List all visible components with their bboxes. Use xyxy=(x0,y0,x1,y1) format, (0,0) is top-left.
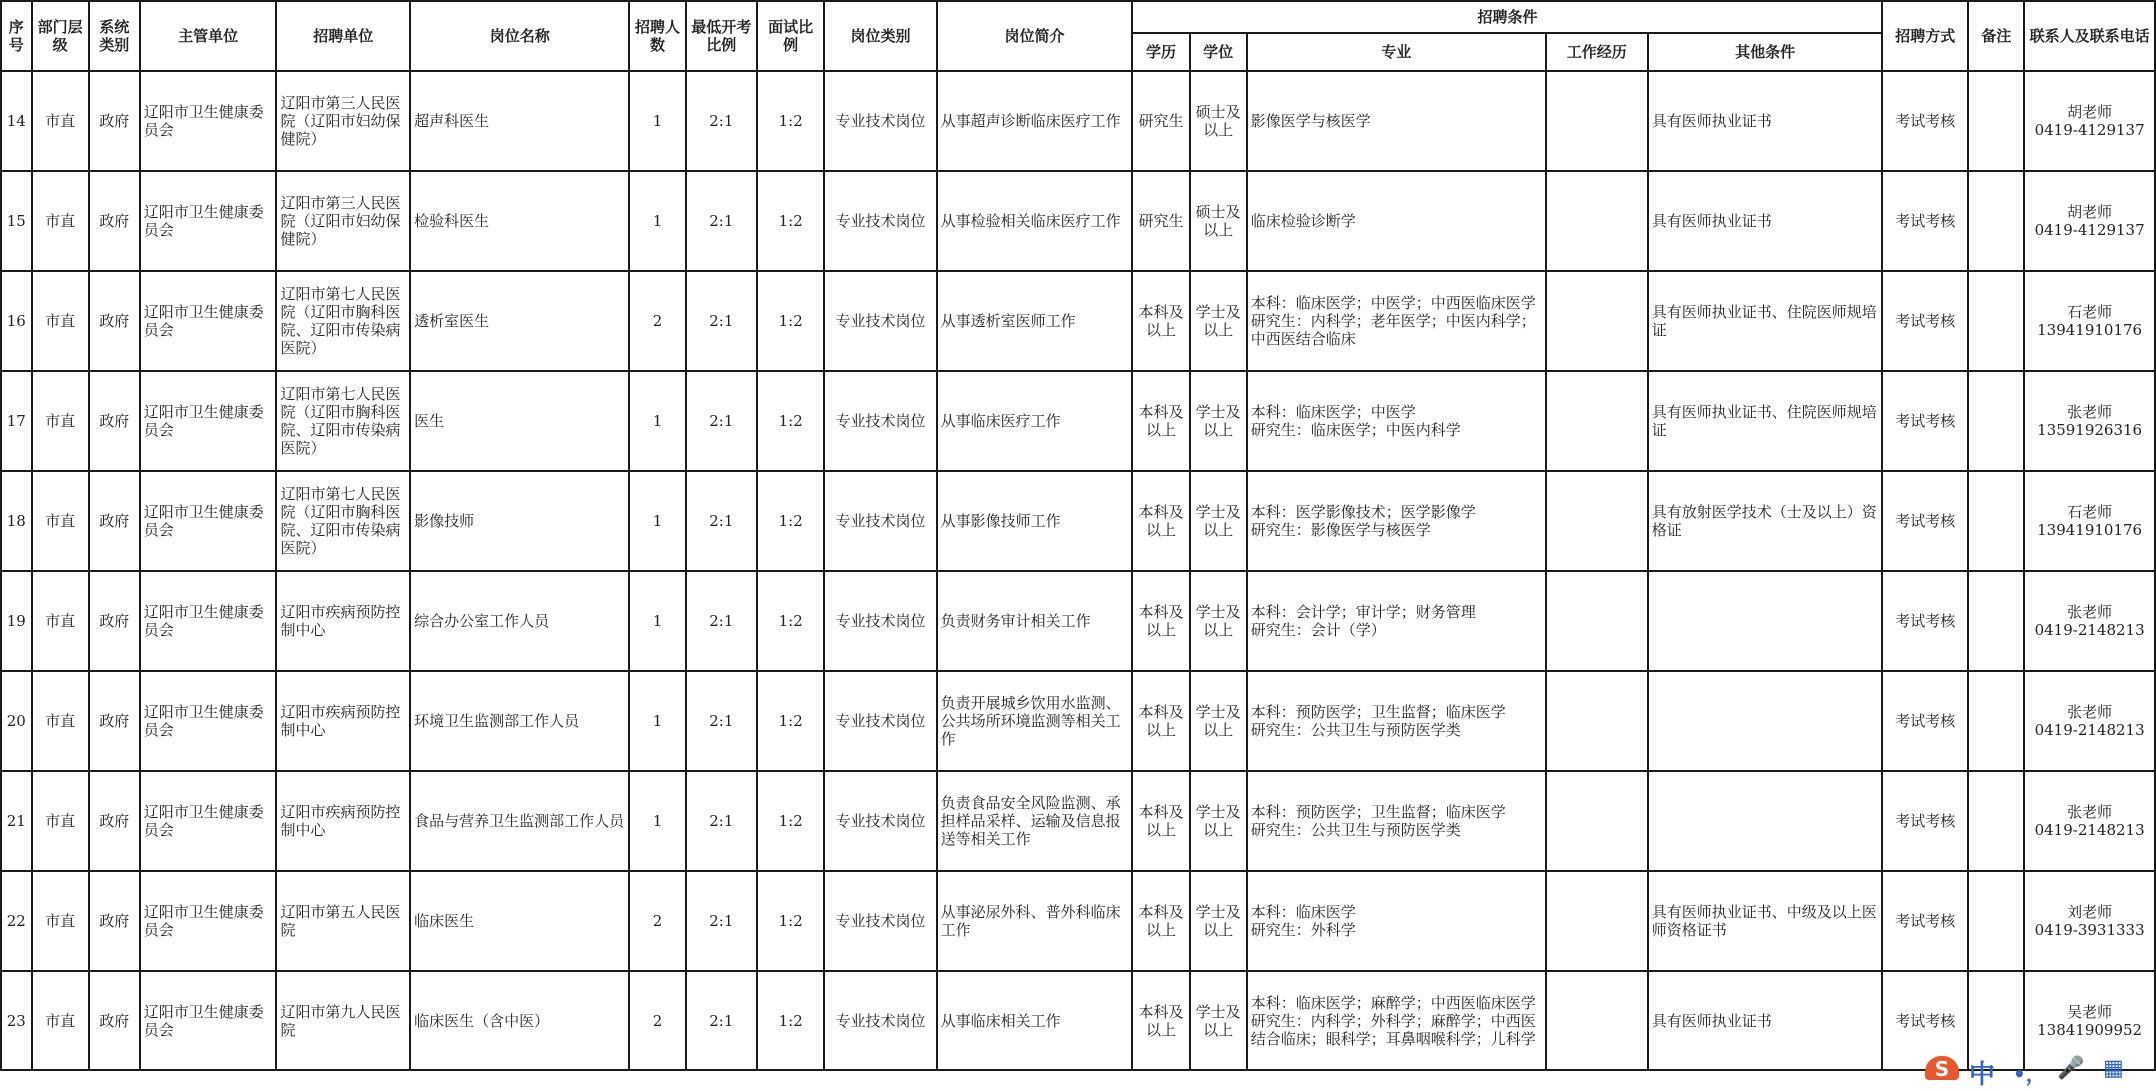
col-headcount: 招聘人数 xyxy=(629,1,685,71)
cell-category: 专业技术岗位 xyxy=(824,871,936,971)
cell-major: 本科：临床医学；中医学；中西医临床医学 研究生：内科学；老年医学；中医内科学；中西医结合临床 xyxy=(1247,271,1546,371)
cell-education: 本科及以上 xyxy=(1132,371,1189,471)
table-row xyxy=(1,371,2155,471)
col-education: 学历 xyxy=(1132,33,1189,71)
cell-experience xyxy=(1546,171,1648,271)
cell-headcount: 1 xyxy=(629,671,685,771)
contact-name: 张老师 xyxy=(2067,703,2113,721)
cell-experience xyxy=(1546,771,1648,871)
cell-description: 从事临床相关工作 xyxy=(937,971,1133,1070)
cell-seq: 17 xyxy=(1,371,32,471)
ime-keyboard-icon[interactable]: ▦ xyxy=(2103,1056,2124,1081)
cell-level: 市直 xyxy=(32,971,89,1070)
cell-position: 临床医生 xyxy=(410,871,629,971)
cell-degree: 学士及以上 xyxy=(1190,471,1247,571)
cell-system: 政府 xyxy=(89,571,140,671)
cell-supervisor: 辽阳市卫生健康委员会 xyxy=(140,471,277,571)
cell-seq: 21 xyxy=(1,771,32,871)
cell-experience xyxy=(1546,371,1648,471)
cell-employer: 辽阳市第五人民医院 xyxy=(276,871,410,971)
cell-system: 政府 xyxy=(89,671,140,771)
cell-remark xyxy=(1968,671,2024,771)
cell-supervisor: 辽阳市卫生健康委员会 xyxy=(140,171,277,271)
cell-contact xyxy=(2024,671,2155,771)
cell-level: 市直 xyxy=(32,371,89,471)
contact-phone: 0419-2148213 xyxy=(2034,821,2145,839)
cell-system: 政府 xyxy=(89,271,140,371)
contact-name: 张老师 xyxy=(2067,603,2113,621)
col-dept-level: 部门层级 xyxy=(32,1,89,71)
cell-degree: 硕士及以上 xyxy=(1190,171,1247,271)
table-header xyxy=(1,1,2155,71)
cell-supervisor: 辽阳市卫生健康委员会 xyxy=(140,71,277,171)
cell-position: 影像技师 xyxy=(410,471,629,571)
cell-interview-ratio: 1:2 xyxy=(757,871,824,971)
cell-method: 考试考核 xyxy=(1882,471,1968,571)
contact-name: 张老师 xyxy=(2067,403,2113,421)
cell-education: 本科及以上 xyxy=(1132,271,1189,371)
cell-level: 市直 xyxy=(32,671,89,771)
cell-seq: 14 xyxy=(1,71,32,171)
cell-other: 具有医师执业证书 xyxy=(1648,71,1883,171)
cell-headcount: 1 xyxy=(629,371,685,471)
cell-min-ratio: 2:1 xyxy=(686,871,757,971)
cell-contact xyxy=(2024,71,2155,171)
cell-method: 考试考核 xyxy=(1882,971,1968,1070)
cell-other: 具有医师执业证书 xyxy=(1648,971,1883,1070)
cell-description: 从事超声诊断临床医疗工作 xyxy=(937,71,1133,171)
cell-degree: 学士及以上 xyxy=(1190,971,1247,1070)
cell-headcount: 2 xyxy=(629,271,685,371)
cell-education: 研究生 xyxy=(1132,71,1189,171)
cell-headcount: 2 xyxy=(629,871,685,971)
cell-contact xyxy=(2024,171,2155,271)
cell-category: 专业技术岗位 xyxy=(824,271,936,371)
col-min-ratio: 最低开考比例 xyxy=(686,1,757,71)
cell-level: 市直 xyxy=(32,871,89,971)
cell-system: 政府 xyxy=(89,471,140,571)
contact-name: 吴老师 xyxy=(2067,1002,2113,1021)
contact-name: 石老师 xyxy=(2067,503,2113,521)
cell-experience xyxy=(1546,671,1648,771)
cell-min-ratio: 2:1 xyxy=(686,271,757,371)
cell-headcount: 2 xyxy=(629,971,685,1070)
cell-category: 专业技术岗位 xyxy=(824,171,936,271)
cell-category: 专业技术岗位 xyxy=(824,671,936,771)
contact-phone: 0419-4129137 xyxy=(2034,121,2145,139)
cell-education: 本科及以上 xyxy=(1132,871,1189,971)
cell-remark xyxy=(1968,371,2024,471)
cell-contact xyxy=(2024,271,2155,371)
cell-description: 从事影像技师工作 xyxy=(937,471,1133,571)
table-row xyxy=(1,671,2155,771)
cell-seq: 15 xyxy=(1,171,32,271)
contact-phone: 13591926316 xyxy=(2037,421,2143,439)
cell-degree: 学士及以上 xyxy=(1190,771,1247,871)
cell-contact xyxy=(2024,571,2155,671)
col-degree: 学位 xyxy=(1190,33,1247,71)
cell-method: 考试考核 xyxy=(1882,571,1968,671)
cell-min-ratio: 2:1 xyxy=(686,971,757,1070)
cell-interview-ratio: 1:2 xyxy=(757,271,824,371)
cell-remark xyxy=(1968,171,2024,271)
col-contact: 联系人及联系电话 xyxy=(2024,1,2155,71)
cell-position: 环境卫生监测部工作人员 xyxy=(410,671,629,771)
cell-level: 市直 xyxy=(32,171,89,271)
cell-seq: 19 xyxy=(1,571,32,671)
col-supervisor: 主管单位 xyxy=(140,1,277,71)
cell-remark xyxy=(1968,571,2024,671)
cell-headcount: 1 xyxy=(629,771,685,871)
cell-method: 考试考核 xyxy=(1882,71,1968,171)
table-row xyxy=(1,571,2155,671)
cell-major: 本科：会计学；审计学；财务管理 研究生：会计（学） xyxy=(1247,571,1546,671)
cell-min-ratio: 2:1 xyxy=(686,371,757,471)
cell-experience xyxy=(1546,971,1648,1070)
cell-employer: 辽阳市第七人民医院（辽阳市胸科医院、辽阳市传染病医院） xyxy=(276,371,410,471)
cell-major: 本科：医学影像技术；医学影像学 研究生：影像医学与核医学 xyxy=(1247,471,1546,571)
cell-headcount: 1 xyxy=(629,171,685,271)
cell-degree: 学士及以上 xyxy=(1190,871,1247,971)
col-method: 招聘方式 xyxy=(1882,1,1968,71)
cell-method: 考试考核 xyxy=(1882,671,1968,771)
table-row xyxy=(1,271,2155,371)
cell-min-ratio: 2:1 xyxy=(686,571,757,671)
cell-other xyxy=(1648,771,1883,871)
ime-language-toggle[interactable]: 中 xyxy=(1969,1060,1996,1090)
cell-position: 食品与营养卫生监测部工作人员 xyxy=(410,771,629,871)
cell-level: 市直 xyxy=(32,471,89,571)
cell-level: 市直 xyxy=(32,571,89,671)
cell-supervisor: 辽阳市卫生健康委员会 xyxy=(140,971,277,1070)
cell-method: 考试考核 xyxy=(1882,771,1968,871)
cell-supervisor: 辽阳市卫生健康委员会 xyxy=(140,371,277,471)
col-employer: 招聘单位 xyxy=(276,1,410,71)
cell-education: 本科及以上 xyxy=(1132,471,1189,571)
cell-position: 透析室医生 xyxy=(410,271,629,371)
cell-level: 市直 xyxy=(32,271,89,371)
contact-phone: 0419-3931333 xyxy=(2034,921,2145,939)
cell-remark xyxy=(1968,771,2024,871)
cell-employer: 辽阳市疾病预防控制中心 xyxy=(276,771,410,871)
ime-punctuation-icon[interactable]: •， xyxy=(2013,1062,2046,1086)
cell-category: 专业技术岗位 xyxy=(824,971,936,1070)
cell-supervisor: 辽阳市卫生健康委员会 xyxy=(140,771,277,871)
cell-supervisor: 辽阳市卫生健康委员会 xyxy=(140,871,277,971)
cell-min-ratio: 2:1 xyxy=(686,71,757,171)
cell-experience xyxy=(1546,471,1648,571)
cell-remark xyxy=(1968,71,2024,171)
cell-seq: 20 xyxy=(1,671,32,771)
cell-min-ratio: 2:1 xyxy=(686,171,757,271)
cell-experience xyxy=(1546,71,1648,171)
cell-interview-ratio: 1:2 xyxy=(757,771,824,871)
cell-category: 专业技术岗位 xyxy=(824,571,936,671)
cell-system: 政府 xyxy=(89,771,140,871)
cell-contact xyxy=(2024,871,2155,971)
cell-employer: 辽阳市疾病预防控制中心 xyxy=(276,671,410,771)
ime-microphone-icon[interactable]: 🎤 xyxy=(2057,1056,2085,1081)
cell-category: 专业技术岗位 xyxy=(824,371,936,471)
cell-employer: 辽阳市第九人民医院 xyxy=(276,971,410,1070)
cell-description: 负责食品安全风险监测、承担样品采样、运输及信息报送等相关工作 xyxy=(937,771,1133,871)
cell-supervisor: 辽阳市卫生健康委员会 xyxy=(140,271,277,371)
table-row xyxy=(1,871,2155,971)
cell-description: 从事临床医疗工作 xyxy=(937,371,1133,471)
contact-phone: 0419-2148213 xyxy=(2034,721,2145,739)
cell-contact xyxy=(2024,371,2155,471)
cell-seq: 18 xyxy=(1,471,32,571)
cell-headcount: 1 xyxy=(629,471,685,571)
contact-name: 刘老师 xyxy=(2067,903,2113,921)
cell-category: 专业技术岗位 xyxy=(824,471,936,571)
cell-other: 具有医师执业证书 xyxy=(1648,171,1883,271)
cell-major: 影像医学与核医学 xyxy=(1247,71,1546,171)
cell-other: 具有医师执业证书、住院医师规培证 xyxy=(1648,371,1883,471)
cell-supervisor: 辽阳市卫生健康委员会 xyxy=(140,571,277,671)
cell-employer: 辽阳市第三人民医院（辽阳市妇幼保健院） xyxy=(276,171,410,271)
contact-name: 胡老师 xyxy=(2067,103,2113,121)
table-body xyxy=(1,71,2155,1070)
cell-system: 政府 xyxy=(89,71,140,171)
cell-method: 考试考核 xyxy=(1882,271,1968,371)
cell-contact xyxy=(2024,471,2155,571)
cell-method: 考试考核 xyxy=(1882,871,1968,971)
cell-level: 市直 xyxy=(32,71,89,171)
cell-education: 本科及以上 xyxy=(1132,571,1189,671)
cell-description: 负责开展城乡饮用水监测、公共场所环境监测等相关工作 xyxy=(937,671,1133,771)
contact-phone: 0419-2148213 xyxy=(2034,621,2145,639)
table-row xyxy=(1,71,2155,171)
cell-other: 具有医师执业证书、住院医师规培证 xyxy=(1648,271,1883,371)
cell-employer: 辽阳市第三人民医院（辽阳市妇幼保健院） xyxy=(276,71,410,171)
cell-category: 专业技术岗位 xyxy=(824,71,936,171)
cell-other xyxy=(1648,571,1883,671)
ime-logo-icon[interactable]: S xyxy=(1925,1056,1959,1080)
ime-toolbar[interactable] xyxy=(1925,1052,2156,1090)
cell-major: 本科：临床医学 研究生：外科学 xyxy=(1247,871,1546,971)
contact-phone: 0419-4129137 xyxy=(2034,221,2145,239)
cell-min-ratio: 2:1 xyxy=(686,771,757,871)
contact-name: 石老师 xyxy=(2067,303,2113,321)
cell-education: 本科及以上 xyxy=(1132,671,1189,771)
cell-interview-ratio: 1:2 xyxy=(757,171,824,271)
cell-system: 政府 xyxy=(89,871,140,971)
cell-headcount: 1 xyxy=(629,571,685,671)
cell-degree: 学士及以上 xyxy=(1190,571,1247,671)
cell-system: 政府 xyxy=(89,371,140,471)
contact-name: 胡老师 xyxy=(2067,203,2113,221)
cell-education: 研究生 xyxy=(1132,171,1189,271)
cell-major: 本科：临床医学；麻醉学；中西医临床医学 研究生：内科学；外科学；麻醉学；中西医结合临床；眼科学；耳鼻咽喉科学；儿科学 xyxy=(1247,971,1546,1070)
cell-experience xyxy=(1546,871,1648,971)
cell-method: 考试考核 xyxy=(1882,171,1968,271)
cell-category: 专业技术岗位 xyxy=(824,771,936,871)
cell-description: 从事泌尿外科、普外科临床工作 xyxy=(937,871,1133,971)
cell-method: 考试考核 xyxy=(1882,371,1968,471)
col-other: 其他条件 xyxy=(1648,33,1883,71)
cell-degree: 学士及以上 xyxy=(1190,271,1247,371)
cell-employer: 辽阳市第七人民医院（辽阳市胸科医院、辽阳市传染病医院） xyxy=(276,271,410,371)
cell-other: 具有放射医学技术（士及以上）资格证 xyxy=(1648,471,1883,571)
cell-major: 本科：预防医学；卫生监督；临床医学 研究生：公共卫生与预防医学类 xyxy=(1247,671,1546,771)
cell-interview-ratio: 1:2 xyxy=(757,571,824,671)
cell-other xyxy=(1648,671,1883,771)
cell-experience xyxy=(1546,571,1648,671)
cell-degree: 硕士及以上 xyxy=(1190,71,1247,171)
cell-interview-ratio: 1:2 xyxy=(757,71,824,171)
col-conditions: 招聘条件 xyxy=(1132,1,1882,33)
cell-interview-ratio: 1:2 xyxy=(757,971,824,1070)
cell-employer: 辽阳市疾病预防控制中心 xyxy=(276,571,410,671)
cell-seq: 23 xyxy=(1,971,32,1070)
table-row xyxy=(1,771,2155,871)
contact-name: 张老师 xyxy=(2067,803,2113,821)
cell-employer: 辽阳市第七人民医院（辽阳市胸科医院、辽阳市传染病医院） xyxy=(276,471,410,571)
cell-position: 综合办公室工作人员 xyxy=(410,571,629,671)
cell-education: 本科及以上 xyxy=(1132,971,1189,1070)
cell-position: 临床医生（含中医） xyxy=(410,971,629,1070)
col-remark: 备注 xyxy=(1968,1,2024,71)
cell-degree: 学士及以上 xyxy=(1190,371,1247,471)
cell-seq: 22 xyxy=(1,871,32,971)
cell-major: 本科：预防医学；卫生监督；临床医学 研究生：公共卫生与预防医学类 xyxy=(1247,771,1546,871)
col-system-type: 系统类别 xyxy=(89,1,140,71)
cell-position: 超声科医生 xyxy=(410,71,629,171)
col-seq: 序号 xyxy=(1,1,32,71)
cell-seq: 16 xyxy=(1,271,32,371)
cell-contact xyxy=(2024,771,2155,871)
contact-phone: 13841909952 xyxy=(2037,1020,2143,1039)
cell-remark xyxy=(1968,471,2024,571)
col-interview-ratio: 面试比例 xyxy=(757,1,824,71)
cell-supervisor: 辽阳市卫生健康委员会 xyxy=(140,671,277,771)
col-category: 岗位类别 xyxy=(824,1,936,71)
contact-phone: 13941910176 xyxy=(2037,321,2143,339)
cell-interview-ratio: 1:2 xyxy=(757,671,824,771)
cell-min-ratio: 2:1 xyxy=(686,471,757,571)
cell-interview-ratio: 1:2 xyxy=(757,471,824,571)
cell-headcount: 1 xyxy=(629,71,685,171)
cell-position: 医生 xyxy=(410,371,629,471)
table-row xyxy=(1,171,2155,271)
cell-description: 从事透析室医师工作 xyxy=(937,271,1133,371)
contact-phone: 13941910176 xyxy=(2037,521,2143,539)
cell-remark xyxy=(1968,271,2024,371)
col-major: 专业 xyxy=(1247,33,1546,71)
cell-position: 检验科医生 xyxy=(410,171,629,271)
cell-system: 政府 xyxy=(89,971,140,1070)
cell-description: 负责财务审计相关工作 xyxy=(937,571,1133,671)
table-row xyxy=(1,471,2155,571)
cell-interview-ratio: 1:2 xyxy=(757,371,824,471)
cell-major: 临床检验诊断学 xyxy=(1247,171,1546,271)
cell-min-ratio: 2:1 xyxy=(686,671,757,771)
cell-education: 本科及以上 xyxy=(1132,771,1189,871)
col-description: 岗位简介 xyxy=(937,1,1133,71)
cell-major: 本科：临床医学；中医学 研究生：临床医学；中医内科学 xyxy=(1247,371,1546,471)
cell-system: 政府 xyxy=(89,171,140,271)
cell-description: 从事检验相关临床医疗工作 xyxy=(937,171,1133,271)
table-row xyxy=(1,971,2155,1070)
cell-experience xyxy=(1546,271,1648,371)
col-position: 岗位名称 xyxy=(410,1,629,71)
cell-remark xyxy=(1968,871,2024,971)
cell-other: 具有医师执业证书、中级及以上医师资格证书 xyxy=(1648,871,1883,971)
col-experience: 工作经历 xyxy=(1546,33,1648,71)
cell-degree: 学士及以上 xyxy=(1190,671,1247,771)
cell-level: 市直 xyxy=(32,771,89,871)
